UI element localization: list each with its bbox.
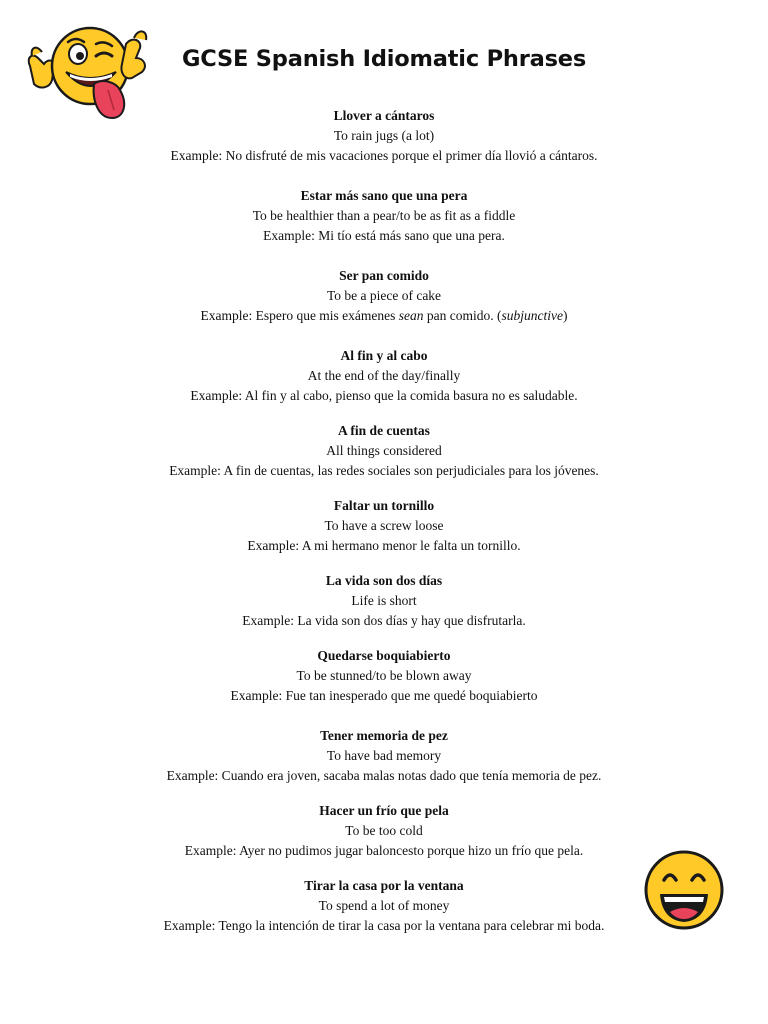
- phrase-example: [0, 306, 768, 326]
- phrase-title: Al fin y al cabo: [340, 348, 428, 363]
- page-title: GCSE Spanish Idiomatic Phrases: [182, 46, 587, 72]
- example-text: Example: Espero que mis exámenes: [200, 308, 399, 323]
- phrase-example: Example: A fin de cuentas, las redes sociales son perjudiciales para los jóvenes.: [169, 463, 599, 478]
- phrase-title: Quedarse boquiabierto: [317, 648, 451, 663]
- phrase-title: Estar más sano que una pera: [300, 188, 468, 203]
- phrase-title: La vida son dos días: [325, 573, 443, 588]
- phrase-example: Example: La vida son dos días y hay que disfrutarla.: [242, 613, 526, 628]
- example-text: ): [563, 308, 568, 323]
- phrase-example: Example: No disfruté de mis vacaciones porque el primer día llovió a cántaros.: [170, 148, 598, 163]
- phrase-meaning: Life is short: [351, 593, 417, 608]
- phrase-meaning: To be too cold: [345, 823, 423, 838]
- phrase-meaning: To spend a lot of money: [318, 898, 450, 913]
- phrase-example: Example: A mi hermano menor le falta un tornillo.: [247, 538, 521, 553]
- phrase-entry: [0, 346, 768, 406]
- phrase-meaning: To rain jugs (a lot): [333, 128, 435, 143]
- phrase-title: Ser pan comido: [339, 268, 429, 283]
- phrase-entry: [0, 106, 768, 166]
- grinning-emoji-image: [636, 846, 732, 936]
- example-text: pan comido. (: [423, 308, 502, 323]
- grinning-emoji-icon: [636, 846, 732, 936]
- example-italic-word: sean: [398, 308, 424, 323]
- phrase-entry: [0, 726, 768, 786]
- phrase-example: Example: Ayer no pudimos jugar baloncesto porque hizo un frío que pela.: [184, 843, 584, 858]
- phrase-title: Tener memoria de pez: [320, 728, 448, 743]
- phrase-title: A fin de cuentas: [338, 423, 430, 438]
- phrase-example: Example: Cuando era joven, sacaba malas notas dado que tenía memoria de pez.: [166, 768, 602, 783]
- phrase-entry: [0, 266, 768, 326]
- phrase-title: Llover a cántaros: [333, 108, 435, 123]
- phrase-example: Example: Mi tío está más sano que una pera.: [263, 228, 505, 243]
- phrase-entry: [0, 421, 768, 481]
- phrase-entry: [0, 571, 768, 631]
- phrase-example: Example: Tengo la intención de tirar la casa por la ventana para celebrar mi boda.: [163, 918, 605, 933]
- phrase-title: Faltar un tornillo: [333, 498, 435, 513]
- phrase-meaning: All things considered: [326, 443, 442, 458]
- phrase-meaning: To be healthier than a pear/to be as fit as a fiddle: [252, 208, 516, 223]
- phrase-meaning: To have a screw loose: [324, 518, 444, 533]
- phrase-meaning: To have bad memory: [326, 748, 442, 763]
- phrase-entry: [0, 186, 768, 246]
- phrase-example: Example: Al fin y al cabo, pienso que la comida basura no es saludable.: [190, 388, 578, 403]
- phrase-title: Hacer un frío que pela: [319, 803, 449, 818]
- phrase-meaning: At the end of the day/finally: [307, 368, 461, 383]
- example-italic-note: subjunctive: [501, 308, 564, 323]
- phrase-entry: [0, 646, 768, 706]
- phrase-example: Example: Fue tan inesperado que me quedé boquiabierto: [230, 688, 538, 703]
- phrase-title: Tirar la casa por la ventana: [304, 878, 464, 893]
- phrase-entry: [0, 496, 768, 556]
- phrase-meaning: To be a piece of cake: [326, 288, 442, 303]
- phrase-meaning: To be stunned/to be blown away: [296, 668, 472, 683]
